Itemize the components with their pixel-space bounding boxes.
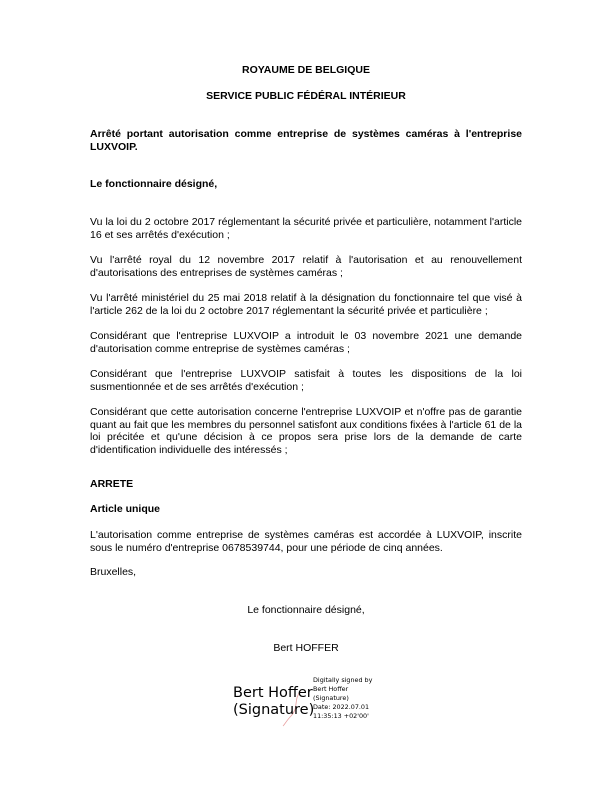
signature-detail-line: Bert Hoffer	[313, 685, 349, 693]
decree-heading: ARRETE	[90, 478, 134, 490]
signature-name-line: (Signature)	[233, 702, 315, 718]
service-heading: SERVICE PUBLIC FÉDÉRAL INTÉRIEUR	[206, 90, 406, 102]
addressee: Le fonctionnaire désigné,	[90, 178, 218, 190]
consideration-paragraph: Vu l'arrêté ministériel du 25 mai 2018 relatif à la désignation du fonctionnaire tel que visé à l'article 262 de la loi du 2 octobre 2017 réglementant la sécurité privée et particulière ;	[90, 292, 522, 317]
decree-title: Arrêté portant autorisation comme entreprise de systèmes caméras à l'entreprise LUXVOIP.	[90, 128, 522, 153]
consideration-paragraph: Considérant que l'entreprise LUXVOIP satisfait à toutes les dispositions de la loi susmentionnée et de ses arrêtés d'exécution ;	[90, 368, 522, 393]
signature-detail-line: Date: 2022.07.01	[313, 703, 370, 711]
signature-detail-line: (Signature)	[313, 694, 349, 702]
signature-detail-line: Digitally signed by	[313, 676, 373, 684]
signatory-title: Le fonctionnaire désigné,	[247, 604, 365, 616]
consideration-paragraph: Considérant que cette autorisation concerne l'entreprise LUXVOIP et n'offre pas de garantie quant au fait que les membres du personnel satisfont aux conditions fixées à l'article 61 de la loi précitée et qu'une décision à ce propos sera prise lors de la demande de carte d'identification individuelle des intéressés ;	[90, 406, 522, 456]
signature-detail-line: 11:35:13 +02'00'	[313, 712, 369, 720]
article-heading: Article unique	[90, 503, 161, 515]
consideration-paragraph: Vu l'arrêté royal du 12 novembre 2017 relatif à l'autorisation et au renouvellement d'autorisations des entreprises de systèmes caméras ;	[90, 254, 522, 279]
consideration-paragraph: Vu la loi du 2 octobre 2017 réglementant la sécurité privée et particulière, notamment l'article 16 et ses arrêtés d'exécution ;	[90, 216, 522, 241]
consideration-paragraph: Considérant que l'entreprise LUXVOIP a introduit le 03 novembre 2021 une demande d'autorisation comme entreprise de systèmes caméras ;	[90, 330, 522, 355]
signature-details	[313, 676, 372, 721]
digital-signature	[233, 676, 403, 736]
place: Bruxelles,	[90, 566, 137, 578]
signature-name	[233, 685, 314, 719]
article-text: L'autorisation comme entreprise de systèmes caméras est accordée à LUXVOIP, inscrite sous le numéro d'entreprise 0678539744, pour une période de cinq années.	[90, 529, 522, 554]
country-heading: ROYAUME DE BELGIQUE	[242, 64, 370, 76]
signature-name-line: Bert Hoffer	[233, 685, 313, 701]
signatory-name: Bert HOFFER	[273, 642, 339, 654]
